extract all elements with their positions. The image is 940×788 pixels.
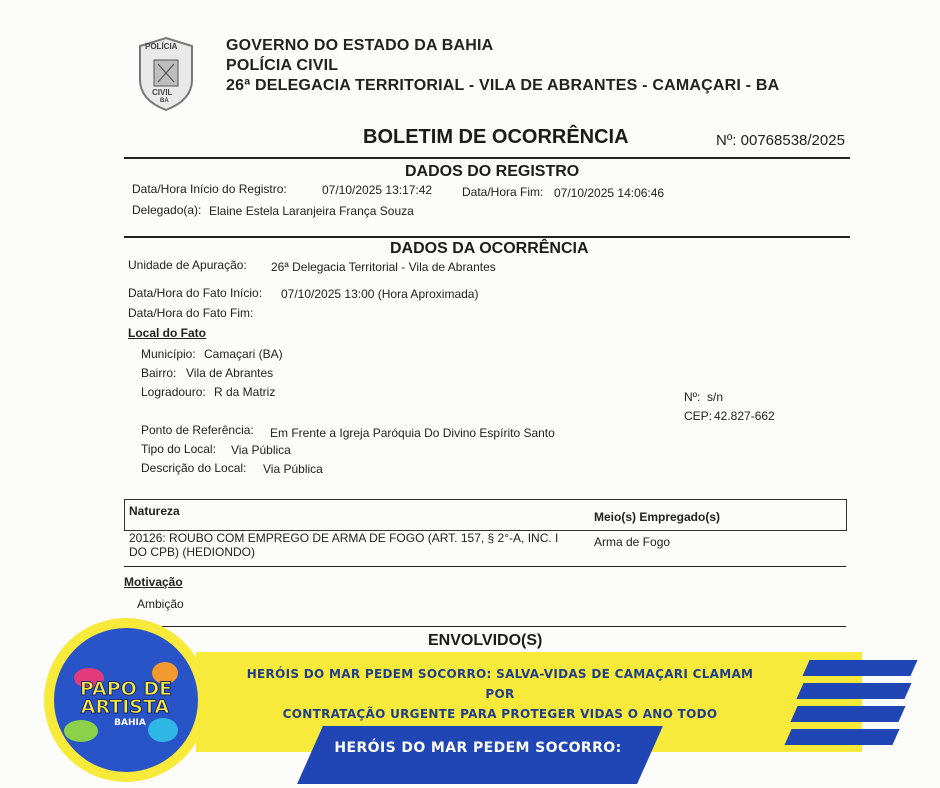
decor-stripe bbox=[802, 660, 917, 676]
divider bbox=[124, 236, 850, 238]
tipo-local-label: Tipo do Local: bbox=[141, 442, 216, 456]
descricao-local-label: Descrição do Local: bbox=[141, 461, 247, 475]
fato-inicio-label: Data/Hora do Fato Início: bbox=[128, 286, 263, 300]
natureza-column-header: Natureza bbox=[129, 504, 180, 518]
delegado-label: Delegado(a): bbox=[132, 203, 202, 217]
municipio-value: Camaçari (BA) bbox=[204, 347, 283, 361]
meio-value: Arma de Fogo bbox=[594, 535, 671, 549]
ocorrencia-section-title: DADOS DA OCORRÊNCIA bbox=[390, 240, 589, 257]
header-government: GOVERNO DO ESTADO DA BAHIA bbox=[226, 37, 494, 54]
registro-fim-label: Data/Hora Fim: bbox=[462, 185, 544, 199]
logo-text-line3: BAHIA bbox=[114, 718, 146, 728]
registro-fim-value: 07/10/2025 14:06:46 bbox=[554, 186, 665, 200]
headline-line2: CONTRATAÇÃO URGENTE PARA PROTEGER VIDAS O ANO TODO bbox=[282, 707, 718, 721]
motivacao-title: Motivação bbox=[124, 575, 183, 589]
envolvidos-section-title: ENVOLVIDO(S) bbox=[428, 632, 543, 649]
bairro-label: Bairro: bbox=[141, 366, 177, 380]
document-header bbox=[226, 36, 779, 96]
logo-text-line2: ARTISTA bbox=[80, 696, 170, 718]
unidade-label: Unidade de Apuração: bbox=[128, 258, 247, 272]
paint-splash-icon bbox=[64, 720, 98, 742]
headline-line1: HERÓIS DO MAR PEDEM SOCORRO: SALVA-VIDAS DE CAMAÇARI CLAMAM POR bbox=[246, 667, 754, 701]
decor-stripe bbox=[790, 706, 905, 722]
registro-inicio-value: 07/10/2025 13:17:42 bbox=[322, 183, 433, 197]
logo-text-line1: PAPO DE bbox=[79, 678, 173, 700]
cep-value: 42.827-662 bbox=[714, 409, 775, 423]
registro-section-title: DADOS DO REGISTRO bbox=[405, 163, 580, 180]
fato-inicio-value: 07/10/2025 13:00 (Hora Aproximada) bbox=[281, 287, 479, 301]
badge-bottom-text: CIVIL bbox=[152, 88, 173, 97]
badge-state-text: BA bbox=[160, 98, 169, 104]
natureza-value-line2: DO CPB) (HEDIONDO) bbox=[129, 545, 255, 559]
numero-label: Nº: bbox=[684, 390, 701, 404]
unidade-value: 26ª Delegacia Territorial - Vila de Abrantes bbox=[271, 260, 496, 274]
logradouro-value: R da Matriz bbox=[214, 385, 276, 399]
natureza-table-header bbox=[124, 499, 847, 531]
numero-value: s/n bbox=[707, 390, 724, 404]
logradouro-label: Logradouro: bbox=[141, 385, 206, 399]
decor-stripe bbox=[784, 729, 899, 745]
tag-text: HERÓIS DO MAR PEDEM SOCORRO: bbox=[334, 740, 622, 756]
municipio-label: Município: bbox=[141, 347, 196, 361]
divider bbox=[124, 566, 846, 567]
referencia-value: Em Frente a Igreja Paróquia Do Divino Espírito Santo bbox=[270, 426, 555, 440]
meio-column-header: Meio(s) Empregado(s) bbox=[594, 510, 721, 524]
badge-top-text: POLÍCIA bbox=[145, 42, 178, 51]
headline-text bbox=[230, 664, 770, 724]
boletim-number: Nº: 00768538/2025 bbox=[716, 132, 845, 149]
divider bbox=[124, 626, 846, 627]
delegado-value: Elaine Estela Laranjeira França Souza bbox=[209, 204, 414, 218]
registro-inicio-label: Data/Hora Início do Registro: bbox=[132, 182, 287, 196]
boletim-title: BOLETIM DE OCORRÊNCIA bbox=[363, 126, 629, 148]
motivacao-value: Ambição bbox=[137, 597, 184, 611]
natureza-value-line1: 20126: ROUBO COM EMPREGO DE ARMA DE FOGO (ART. 157, § 2°-A, INC. I bbox=[129, 531, 559, 545]
fato-fim-label: Data/Hora do Fato Fim: bbox=[128, 306, 254, 320]
header-police: POLÍCIA CIVIL bbox=[226, 57, 339, 74]
tipo-local-value: Via Pública bbox=[231, 443, 291, 457]
header-delegacia: 26ª DELEGACIA TERRITORIAL - VILA DE ABRANTES - CAMAÇARI - BA bbox=[226, 77, 780, 94]
local-do-fato-title: Local do Fato bbox=[128, 326, 206, 340]
descricao-local-value: Via Pública bbox=[263, 462, 323, 476]
decor-stripe bbox=[796, 683, 911, 699]
bairro-value: Vila de Abrantes bbox=[186, 366, 274, 380]
cep-label: CEP: bbox=[684, 409, 713, 423]
referencia-label: Ponto de Referência: bbox=[141, 423, 254, 437]
divider bbox=[124, 157, 850, 159]
